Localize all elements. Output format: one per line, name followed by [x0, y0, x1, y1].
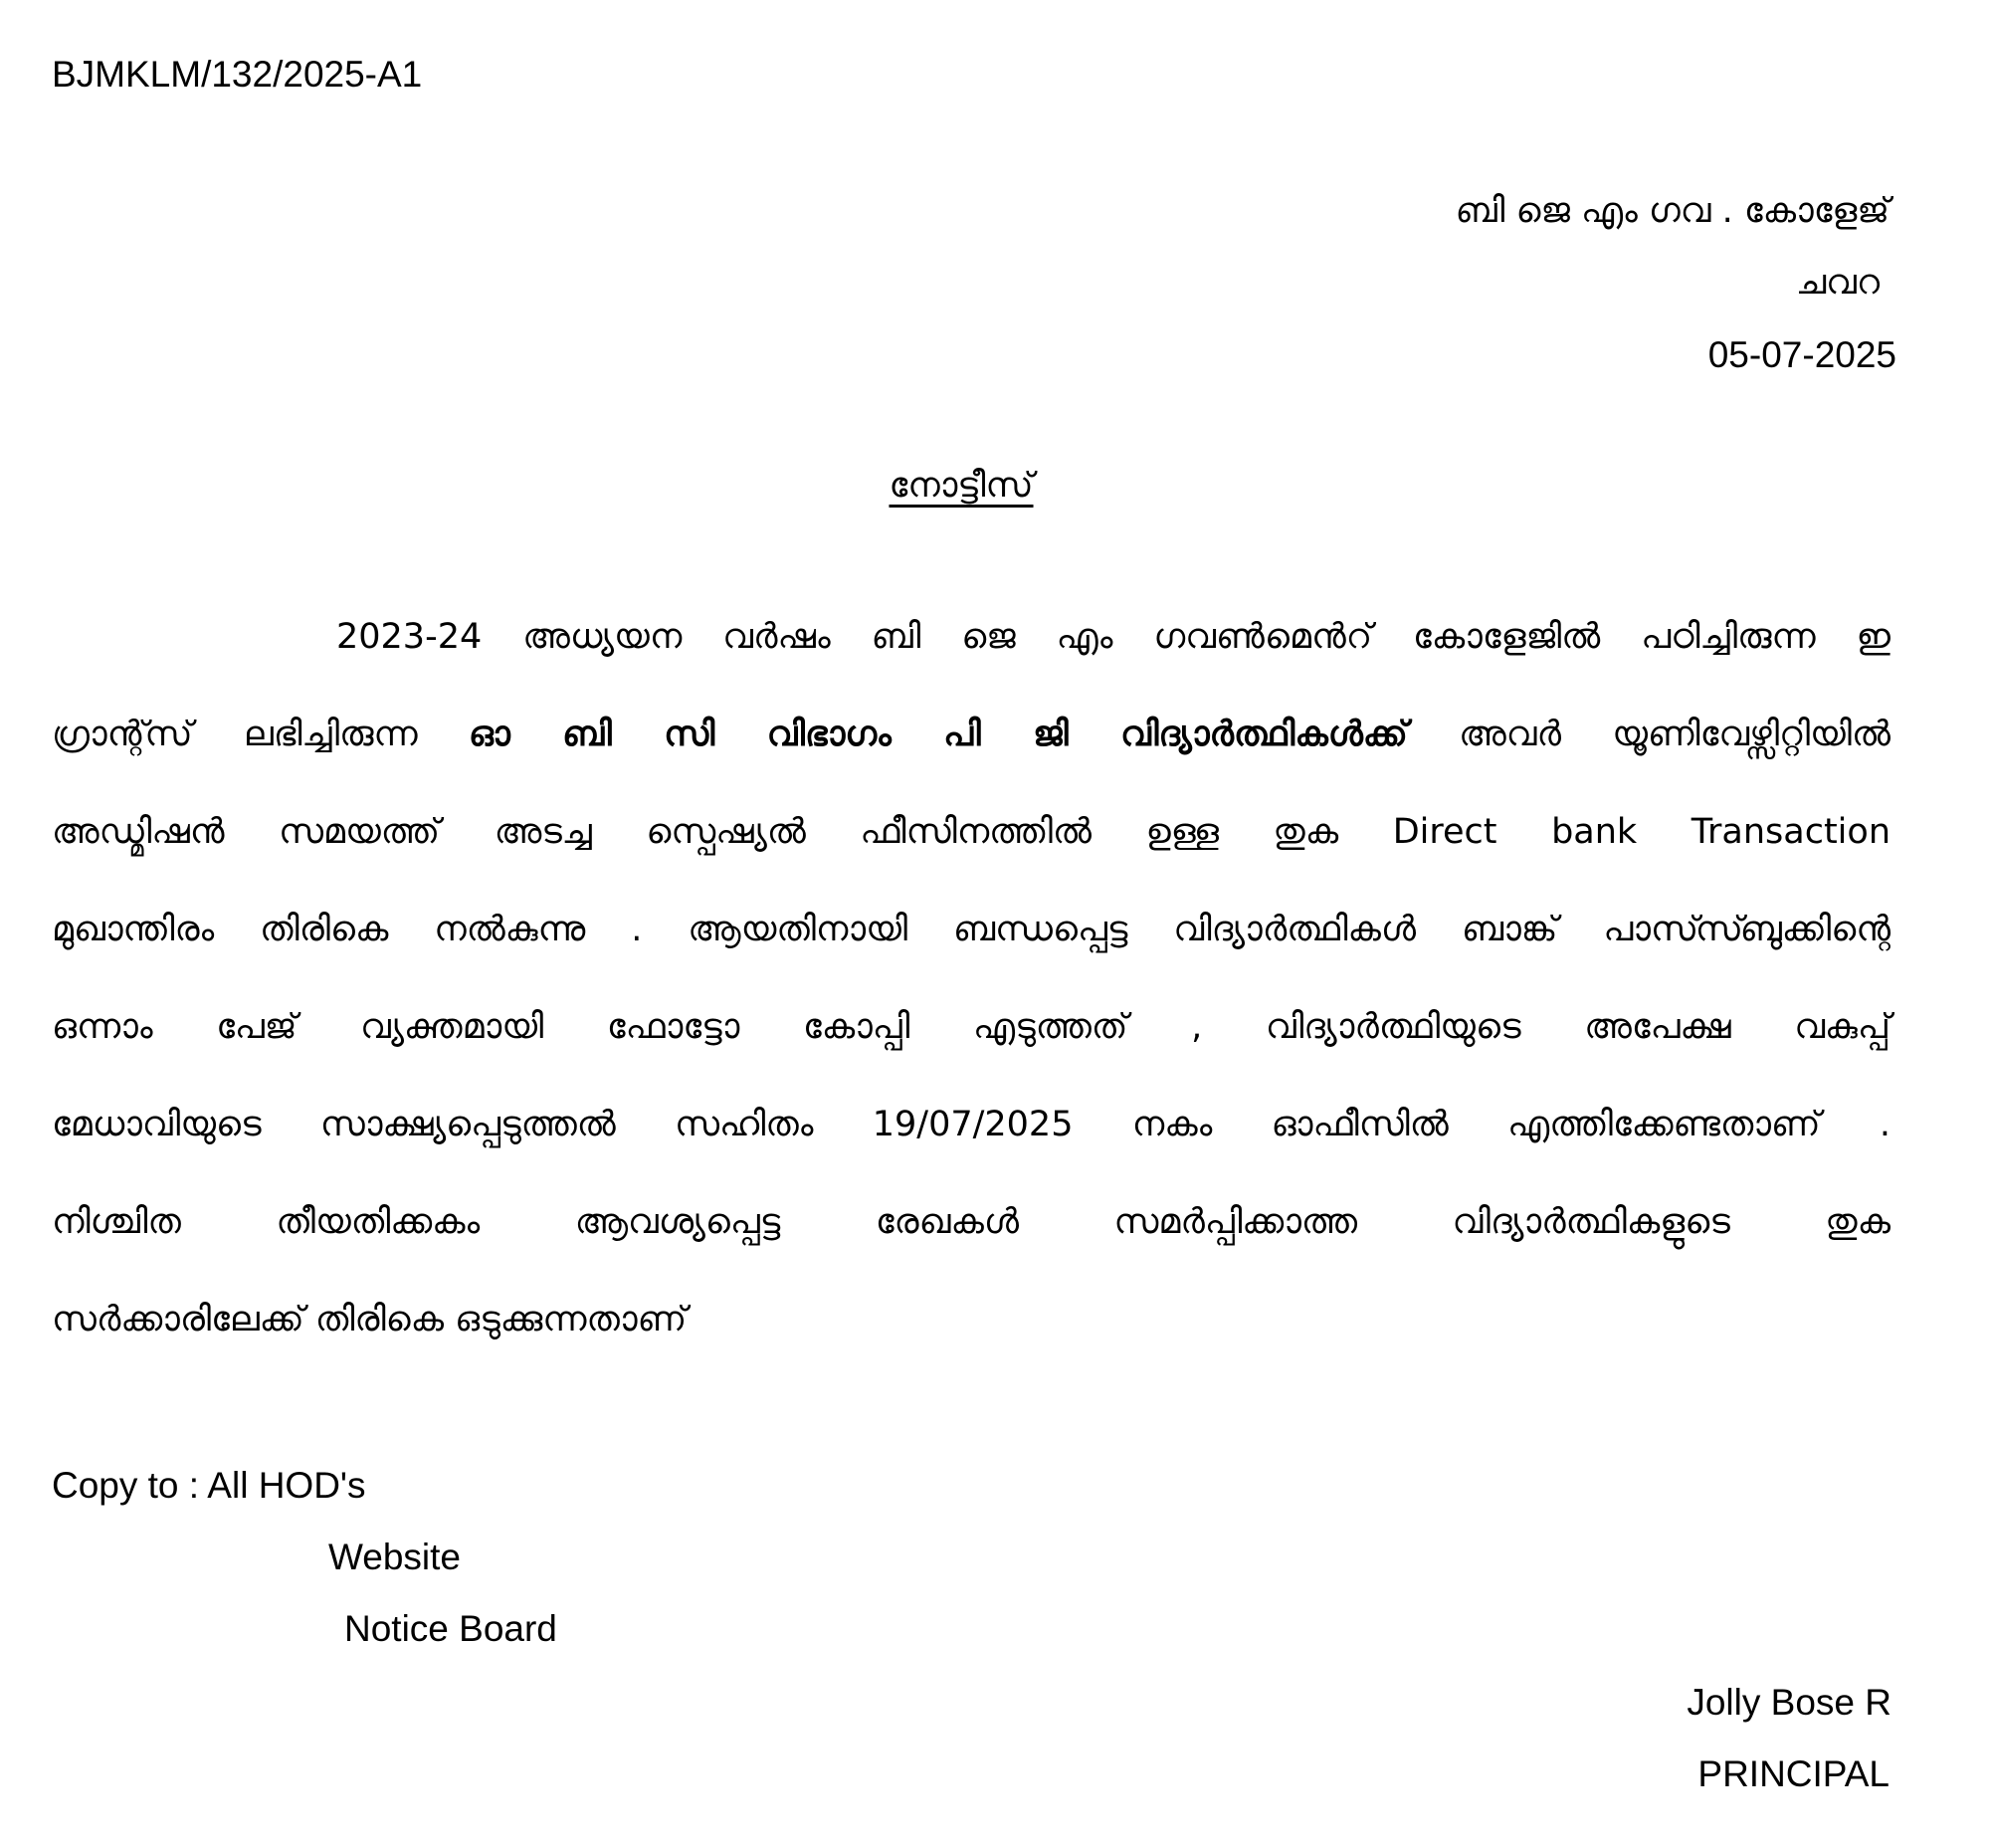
body-line-8: സർക്കാരിലേക്ക് തിരികെ ഒടുക്കുന്നതാണ് [52, 1300, 688, 1339]
body-line-2-emphasis: ഓ ബി സി വിഭാഗം പി ജി വിദ്യാർത്ഥികൾക്ക് [468, 715, 1408, 754]
institution-place: ചവറ [1795, 263, 1880, 303]
signatory-name: Jolly Bose R [1687, 1682, 1891, 1723]
copy-to-website: Website [328, 1537, 461, 1577]
body-line-4: മുഖാന്തിരം തിരികെ നൽകുന്നു . ആയതിനായി ബന്ധപ്പെട്ട വിദ്യാർത്ഥികൾ ബാങ്ക് പാസ്സ്ബുക്കിന്റെ [52, 910, 1891, 949]
signatory-designation: PRINCIPAL [1697, 1753, 1890, 1794]
institution-name: ബി ജെ എം ഗവ . കോളേജ് [1455, 191, 1890, 231]
copy-to-label: Copy to : All HOD's [52, 1465, 366, 1506]
reference-number: BJMKLM/132/2025-A1 [52, 54, 423, 95]
body-line-5: ഒന്നാം പേജ് വ്യക്തമായി ഫോട്ടോ കോപ്പി എടുത്തത് , വിദ്യാർത്ഥിയുടെ അപേക്ഷ വകുപ്പ് [52, 1007, 1891, 1047]
body-line-2-end: അവർ യൂണിവേഴ്സിറ്റിയിൽ [1407, 715, 1891, 754]
body-line-7: നിശ്ചിത തീയതിക്കകം ആവശ്യപ്പെട്ട രേഖകൾ സമർപ്പിക്കാത്ത വിദ്യാർത്ഥികളുടെ തുക [52, 1202, 1891, 1242]
body-line-2 [52, 715, 1891, 754]
body-line-1: 2023-24 അധ്യയന വർഷം ബി ജെ എം ഗവൺമെൻറ് കോളേജിൽ പഠിച്ചിരുന്ന ഇ [336, 617, 1891, 657]
body-line-2-start: ഗ്രാന്റ്സ് ലഭിച്ചിരുന്ന [52, 715, 469, 754]
body-line-6: മേധാവിയുടെ സാക്ഷ്യപ്പെടുത്തൽ സഹിതം 19/07/2025 നകം ഓഫീസിൽ എത്തിക്കേണ്ടതാണ് . [52, 1105, 1891, 1144]
notice-date: 05-07-2025 [1707, 334, 1896, 375]
copy-to-notice-board: Notice Board [344, 1608, 557, 1649]
body-line-3: അഡ്മിഷൻ സമയത്ത് അടച്ച സ്പെഷ്യൽ ഫീസിനത്തിൽ ഉള്ള തുക Direct bank Transaction [52, 812, 1891, 852]
notice-title: നോട്ടീസ് [889, 466, 1034, 506]
